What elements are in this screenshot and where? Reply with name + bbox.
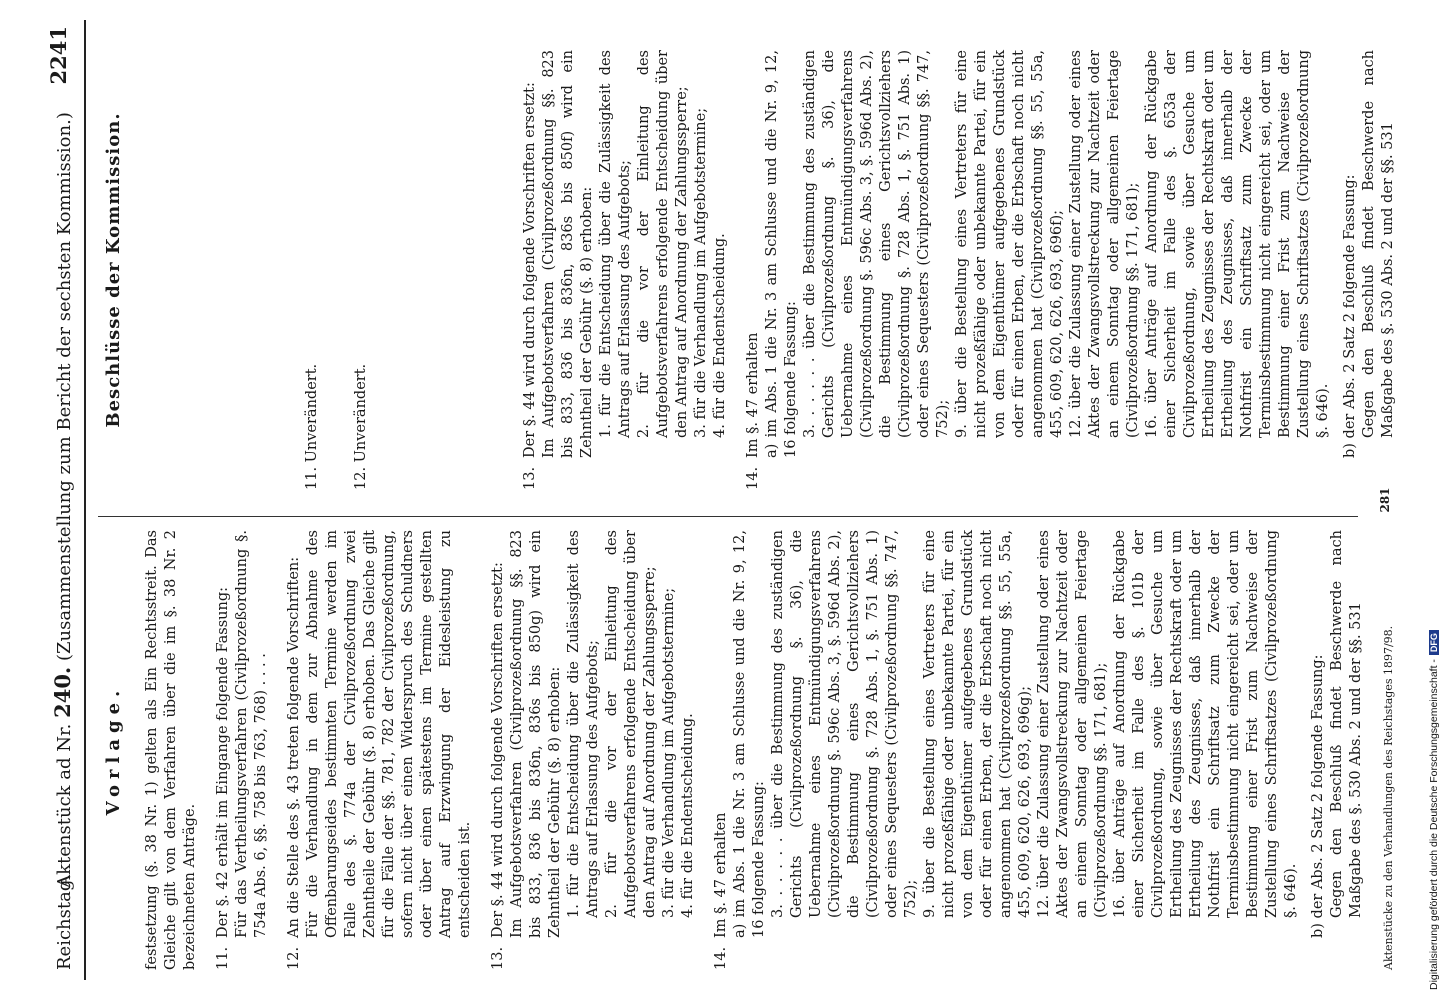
list-item: 2. für die vor der Einleitung des Aufgebotsverfahrens erfolgende Entscheidung über den Antrag auf Anordnung der Zahlungssperre;	[604, 530, 658, 918]
right-item-14	[744, 50, 1398, 490]
item-number: 13.	[522, 466, 538, 490]
list-item: 9. über die Bestellung eines Vertreters für eine nicht prozeßfähige oder unbekannte Partei, für ein von dem Eigenthümer aufgegebenes Grundstück oder für einen Erben, der die Erbschaft noch nicht angenommen hat (Civilprozeßordnung §§. 55, 55a, 455, 609, 620, 626, 693, 696f);	[954, 50, 1065, 438]
page-number: 2241	[46, 26, 71, 85]
item-sub: b) der Abs. 2 Satz 2 folgende Fassung:	[1342, 174, 1358, 458]
list-item: 3. . . . . . über die Bestimmung des zuständigen Gerichts (Civilprozeßordnung §. 36), die Uebernahme eines Entmündigungsverfahrens (Civilprozeßordnung §. 596c Abs. 3, §. 596d Abs. 2), die Bestimmung eines Gerichtsvollziehers (Civilprozeßordnung §. 728 Abs. 1, §. 751 Abs. 1) oder eines Sequesters (Civilprozeßordnung §§. 747, 752);	[770, 530, 919, 918]
left-intro: festsetzung (§. 38 Nr. 1) gelten als Ein Rechtsstreit. Das Gleiche gilt von dem Verfahren über die im §. 38 Nr. 2 bezeichneten Anträge.	[144, 530, 198, 970]
right-unchanged-11: 11. Unverändert.	[304, 363, 320, 490]
list-item: 2. für die vor der Einleitung des Aufgebotsverfahrens erfolgende Entscheidung über den Antrag auf Anordnung der Zahlungssperre;	[636, 50, 690, 438]
left-item-12	[285, 530, 475, 970]
list-item: 9. über die Bestellung eines Vertreters für eine nicht prozeßfähige oder unbekannte Partei, für ein von dem Eigenthümer aufgegebenes Grundstück oder für einen Erben, der die Erbschaft noch nicht angenommen hat (Civilprozeßordnung §§. 55, 55a, 455, 609, 620, 626, 693, 696g);	[922, 530, 1033, 918]
right-item-13	[521, 50, 730, 490]
digitization-note	[1414, 10, 1440, 990]
header-left: Reichstag.	[54, 873, 75, 970]
item-number: 14.	[745, 466, 761, 490]
column-divider	[98, 516, 1358, 517]
list-item: 3. für die Verhandlung im Aufgebotstermine;	[661, 587, 677, 918]
item-sub: a) im Abs. 1 die Nr. 3 am Schlusse und die Nr. 9, 12, 16 folgende Fassung:	[764, 50, 799, 458]
item-number: 11.	[215, 946, 231, 970]
item-text: An die Stelle des §. 43 treten folgende Vorschriften:	[286, 556, 302, 938]
right-column	[100, 50, 1412, 490]
item-number: 12.	[286, 946, 302, 970]
page-header	[40, 20, 86, 980]
item-text: Der §. 44 wird durch folgende Vorschriften ersetzt:	[490, 562, 506, 938]
list-item: 4. für die Endentscheidung.	[712, 233, 728, 438]
item-sub: Für die Verhandlung in dem zur Abnahme des Offenbarungseides bestimmten Termine werden im Falle des §. 774a der Civilprozeßordnung zwei Zehntheile der Gebühr (§. 8) erhoben. Das Gleiche gilt für die Fälle der §§. 781, 782 der Civilprozeßordnung, sofern nicht über einen Widerspruch des Schuldners oder über einen spätestens im Termine gestellten Antrag auf Erzwingung der Eidesleistung zu entscheiden ist.	[305, 530, 473, 938]
page-signature: 281	[1378, 487, 1392, 513]
left-item-14	[712, 530, 1366, 970]
list-item: 16. über Anträge auf Anordnung der Rückgabe einer Sicherheit im Falle des §. 101b der Civilprozeßordnung, sowie über Gesuche um Ertheilung des Zeugnisses der Rechtskraft oder um Ertheilung des Zeugnisses, daß innerhalb der Nothfrist ein Schriftsatz zum Zwecke der Terminsbestimmung nicht eingereicht sei, oder um Bestimmung einer Frist zum Nachweise der Zustellung eines Schriftsatzes (Civilprozeßordnung §. 646).	[1112, 530, 1299, 918]
item-sub: Für das Vertheilungsverfahren (Civilprozeßordnung §. 754a Abs. 6, §§. 758 bis 763, 768) . . . .	[234, 530, 269, 938]
item-number: 14.	[713, 946, 729, 970]
item-final: Gegen den Beschluß findet Beschwerde nach Maßgabe des §. 530 Abs. 2 und der §§. 531	[1329, 530, 1364, 918]
item-text: Der §. 44 wird durch folgende Vorschriften ersetzt:	[522, 82, 538, 458]
item-text: Im §. 47 erhalten	[745, 332, 761, 458]
list-item: 3. für die Verhandlung im Aufgebotstermine;	[693, 107, 709, 438]
list-item: 3. . . . . . über die Bestimmung des zuständigen Gerichts (Civilprozeßordnung §. 36), die Uebernahme eines Entmündigungsverfahrens (Civilprozeßordnung §. 596c Abs. 3, §. 596d Abs. 2), die Bestimmung eines Gerichtsvollziehers (Civilprozeßordnung §. 728 Abs. 1, §. 751 Abs. 1) oder eines Sequesters (Civilprozeßordnung §§. 747, 752);	[802, 50, 951, 438]
item-number: 13.	[490, 946, 506, 970]
left-column	[100, 530, 1380, 970]
dfg-logo: DFG	[1429, 630, 1439, 655]
header-middle-suffix: (Zusammenstellung zum Bericht der sechsten Kommission.)	[54, 112, 75, 662]
item-sub: Im Aufgebotsverfahren (Civilprozeßordnung §§. 823 bis 833, 836 bis 836n, 836s bis 850f) wird ein Zehntheil der Gebühr (§. 8) erhoben:	[541, 50, 595, 458]
list-item: 12. über die Zulassung einer Zustellung oder eines Aktes der Zwangsvollstreckung zur Nachtzeit oder an einem Sonntag oder allgemeinen Feiertage (Civilprozeßordnung §§. 171, 681);	[1036, 530, 1109, 918]
right-unchanged-12: 12. Unverändert.	[353, 363, 369, 490]
item-final: Gegen den Beschluß findet Beschwerde nach Maßgabe des §. 530 Abs. 2 und der §§. 531	[1361, 50, 1396, 438]
list-item: 12. über die Zulassung einer Zustellung oder eines Aktes der Zwangsvollstreckung zur Nachtzeit oder an einem Sonntag oder allgemeinen Feiertage (Civilprozeßordnung §§. 171, 681);	[1068, 50, 1141, 438]
right-column-title: Beschlüsse der Kommission.	[103, 112, 124, 428]
left-item-13	[489, 530, 698, 970]
header-middle-prefix: Aktenstück ad Nr.	[54, 723, 75, 888]
left-column-title: Vorlage.	[103, 684, 124, 816]
list-item: 4. für die Endentscheidung.	[680, 713, 696, 918]
item-sub: b) der Abs. 2 Satz 2 folgende Fassung:	[1310, 654, 1326, 938]
item-sub: Im Aufgebotsverfahren (Civilprozeßordnung §§. 823 bis 833, 836 bis 836n, 836s bis 850g) wird ein Zehntheil der Gebühr (§. 8) erhoben:	[509, 530, 563, 938]
list-item: 1. für die Entscheidung über die Zulässigkeit des Antrags auf Erlassung des Aufgebots;	[566, 530, 601, 918]
item-text: Im §. 47 erhalten	[713, 812, 729, 938]
header-middle-number: 240.	[50, 666, 75, 718]
item-text: Der §. 42 erhält im Eingange folgende Fassung:	[215, 587, 231, 938]
left-footer: Aktenstücke zu den Verhandlungen des Reichstages 1897/98.	[1382, 625, 1395, 970]
header-middle	[50, 20, 75, 980]
document-page	[40, 20, 1400, 980]
list-item: 1. für die Entscheidung über die Zulässigkeit des Antrags auf Erlassung des Aufgebots;	[598, 50, 633, 438]
left-item-11	[214, 530, 271, 970]
digitization-text: Digitalisierung gefördert durch die Deutsche Forschungsgemeinschaft -	[1428, 659, 1440, 990]
item-sub: a) im Abs. 1 die Nr. 3 am Schlusse und die Nr. 9, 12, 16 folgende Fassung:	[732, 530, 767, 938]
list-item: 16. über Anträge auf Anordnung der Rückgabe einer Sicherheit im Falle des §. 653a der Civilprozeßordnung, sowie über Gesuche um Ertheilung des Zeugnisses der Rechtskraft oder um Ertheilung des Zeugnisses, daß innerhalb der Nothfrist ein Schriftsatz zum Zwecke der Terminsbestimmung nicht eingereicht sei, oder um Bestimmung einer Frist zum Nachweise der Zustellung eines Schriftsatzes (Civilprozeßordnung §. 646).	[1144, 50, 1331, 438]
